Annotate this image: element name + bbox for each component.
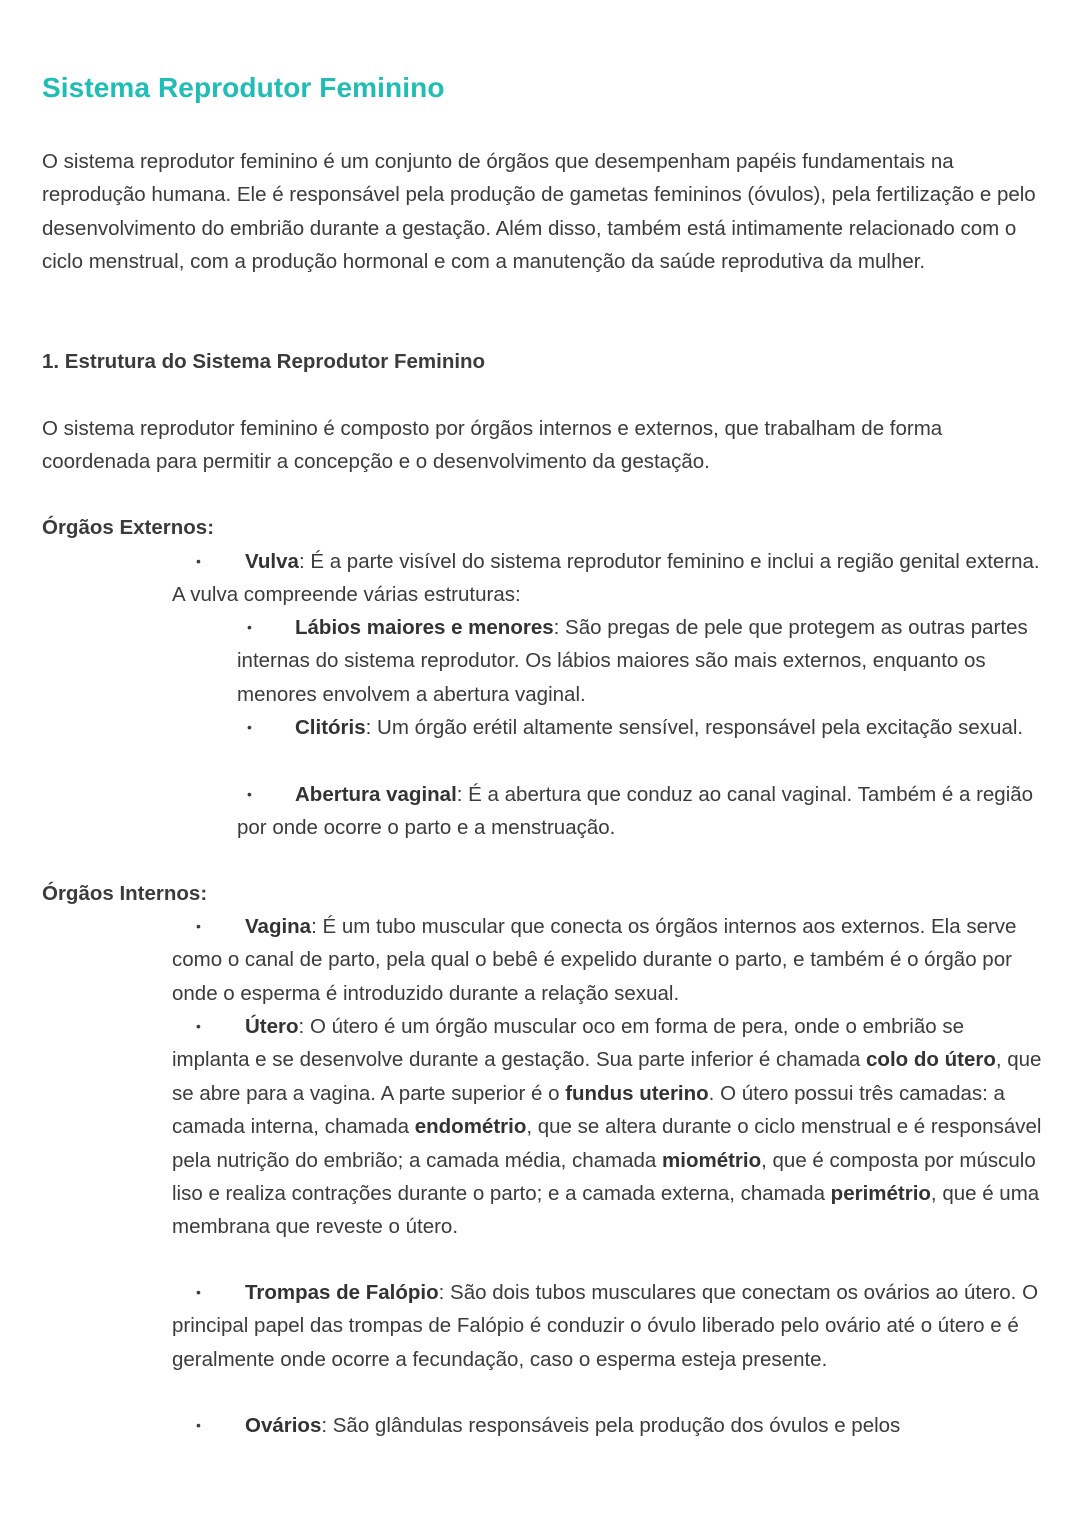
definition-trompas: : São dois tubos musculares que conectam os ovários ao útero. O principal papel das trompas de Falópio é conduzir o óvulo liberado pelo ovário até o útero e é geralmente onde ocorre a fecundação, caso o esperma esteja presente. [172,1281,1039,1371]
list-item-vulva [172,545,1042,612]
page-title: Sistema Reprodutor Feminino [42,72,445,103]
bullet-icon: • [247,786,252,802]
utero-text-6: , que é uma membrana que reveste o útero. [172,1182,1040,1239]
bullet-icon: • [196,918,201,934]
intro-paragraph: O sistema reprodutor feminino é um conjunto de órgãos que desempenham papéis fundamentais na reprodução humana. Ele é responsável pela produção de gametas femininos (óvulos), pela fertilização e pelo desenvolvimento do embrião durante a gestação. Além disso, também está intimamente relacionado com o ciclo menstrual, com a produção hormonal e com a manutenção da saúde reprodutiva da mulher. [42,150,1036,274]
term-colo-do-utero: colo do útero [866,1048,996,1072]
term-clitoris: Clitóris [295,716,366,739]
structure-paragraph: O sistema reprodutor feminino é composto por órgãos internos e externos, que trabalham de forma coordenada para permitir a concepção e o desenvolvimento da gestação. [42,417,943,474]
definition-clitoris: : Um órgão erétil altamente sensível, responsável pela excitação sexual. [365,716,1024,739]
definition-vulva: : É a parte visível do sistema reprodutor feminino e inclui a região genital externa. A vulva compreende várias estruturas: [172,550,1040,607]
term-fundus-uterino: fundus uterino [565,1081,709,1105]
term-trompas: Trompas de Falópio [245,1281,439,1304]
utero-text-3: . O útero possui três camadas: a camada interna, chamada [172,1081,1005,1139]
definition-ovarios: : São glândulas responsáveis pela produção dos óvulos e pelos [321,1414,901,1437]
term-ovarios: Ovários [245,1414,322,1437]
bullet-icon: • [247,719,252,735]
list-item-labios [237,611,1042,711]
bullet-icon: • [196,1284,201,1300]
bullet-icon: • [196,1417,201,1433]
term-endometrio: endométrio [414,1115,527,1139]
term-labios: Lábios maiores e menores [295,616,554,639]
list-item-utero [172,1010,1042,1244]
definition-abertura-vaginal: : É a abertura que conduz ao canal vaginal. Também é a região por onde ocorre o parto e a menstruação. [237,783,1034,840]
external-organs-heading: Órgãos Externos: [42,516,215,539]
list-item-clitoris [237,711,1042,744]
definition-labios: : São pregas de pele que protegem as outras partes internas do sistema reprodutor. Os lábios maiores são mais externos, enquanto os menores envolvem a abertura vaginal. [237,616,1028,706]
internal-organs-heading: Órgãos Internos: [42,882,208,905]
utero-text-1: : O útero é um órgão muscular oco em forma de pera, onde o embrião se implanta e se desenvolve durante a gestação. Sua parte inferior é chamada [172,1015,964,1072]
section-heading-structure: 1. Estrutura do Sistema Reprodutor Feminino [42,350,486,373]
term-abertura-vaginal: Abertura vaginal [295,783,457,806]
list-item-trompas [172,1276,1042,1376]
list-item-abertura-vaginal [237,778,1042,845]
term-vagina: Vagina [245,915,312,938]
utero-text-5: , que é composta por músculo liso e realiza contrações durante o parto; e a camada externa, chamada [172,1148,1036,1206]
term-utero: Útero [245,1015,299,1038]
definition-vagina: : É um tubo muscular que conecta os órgãos internos aos externos. Ela serve como o canal de parto, pela qual o bebê é expelido durante o parto, e também é o órgão por onde o esperma é introduzido durante a relação sexual. [172,915,1017,1005]
list-item-ovarios [172,1409,1042,1442]
bullet-icon: • [196,553,201,569]
term-miometrio: miométrio [662,1148,762,1172]
term-perimetrio: perimétrio [830,1182,931,1206]
term-vulva: Vulva [245,550,299,573]
utero-text-2: , que se abre para a vagina. A parte superior é o [172,1048,1042,1105]
bullet-icon: • [196,1018,201,1034]
utero-text-4: , que se altera durante o ciclo menstrual e é responsável pela nutrição do embrião; a camada média, chamada [172,1115,1042,1172]
bullet-icon: • [247,619,252,635]
list-item-vagina [172,910,1042,1010]
